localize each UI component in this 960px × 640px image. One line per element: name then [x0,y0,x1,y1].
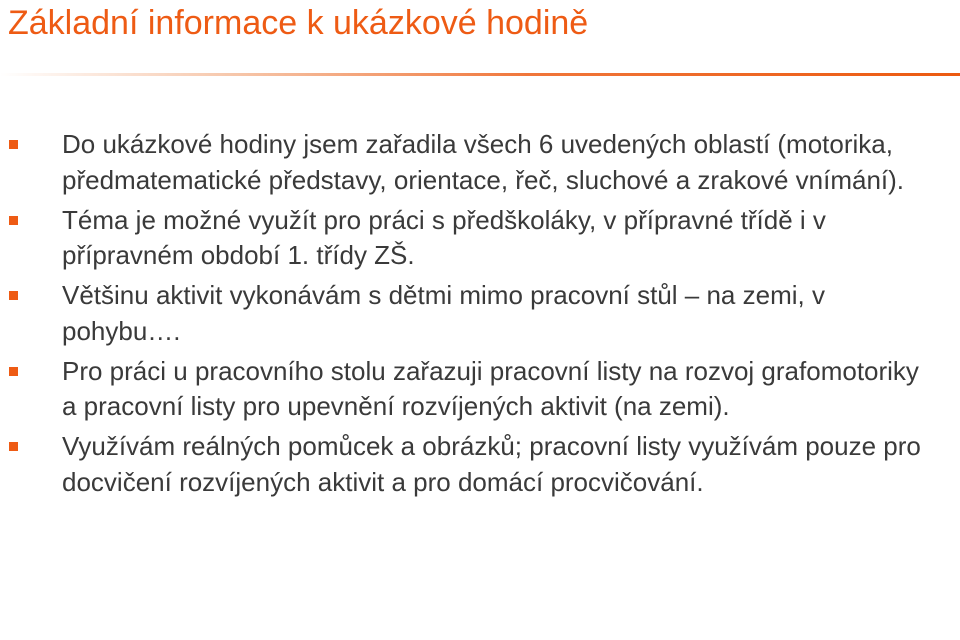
square-bullet-icon [9,291,18,300]
square-bullet-icon [9,216,18,225]
bullet-text: Využívám reálných pomůcek a obrázků; pracovní listy využívám pouze pro docvičení rozvíjených aktivit a pro domácí procvičování. [62,431,921,497]
slide-title: Základní informace k ukázkové hodině [8,4,589,42]
square-bullet-icon [9,140,18,149]
bullet-text: Téma je možné využít pro práci s předškoláky, v přípravné třídě i v přípravném období 1. třídy ZŠ. [62,204,826,270]
square-bullet-icon [9,367,18,376]
bullet-text: Většinu aktivit vykonávám s dětmi mimo pracovní stůl – na zemi, v pohybu…. [62,280,825,346]
bullet-text: Do ukázkové hodiny jsem zařadila všech 6 uvedených oblastí (motorika, předmatematické představy, orientace, řeč, sluchové a zrakové vnímání). [62,129,905,195]
bullet-item [0,127,960,198]
bullet-item [0,203,960,274]
bullet-item [0,278,960,349]
square-bullet-icon [9,442,18,451]
title-divider [0,73,960,76]
bullet-item [0,354,960,425]
bullet-item [0,429,960,500]
bullet-list [0,127,960,505]
bullet-text: Pro práci u pracovního stolu zařazuji pracovní listy na rozvoj grafomotoriky a pracovní listy pro upevnění rozvíjených aktivit (na zemi). [62,355,919,421]
